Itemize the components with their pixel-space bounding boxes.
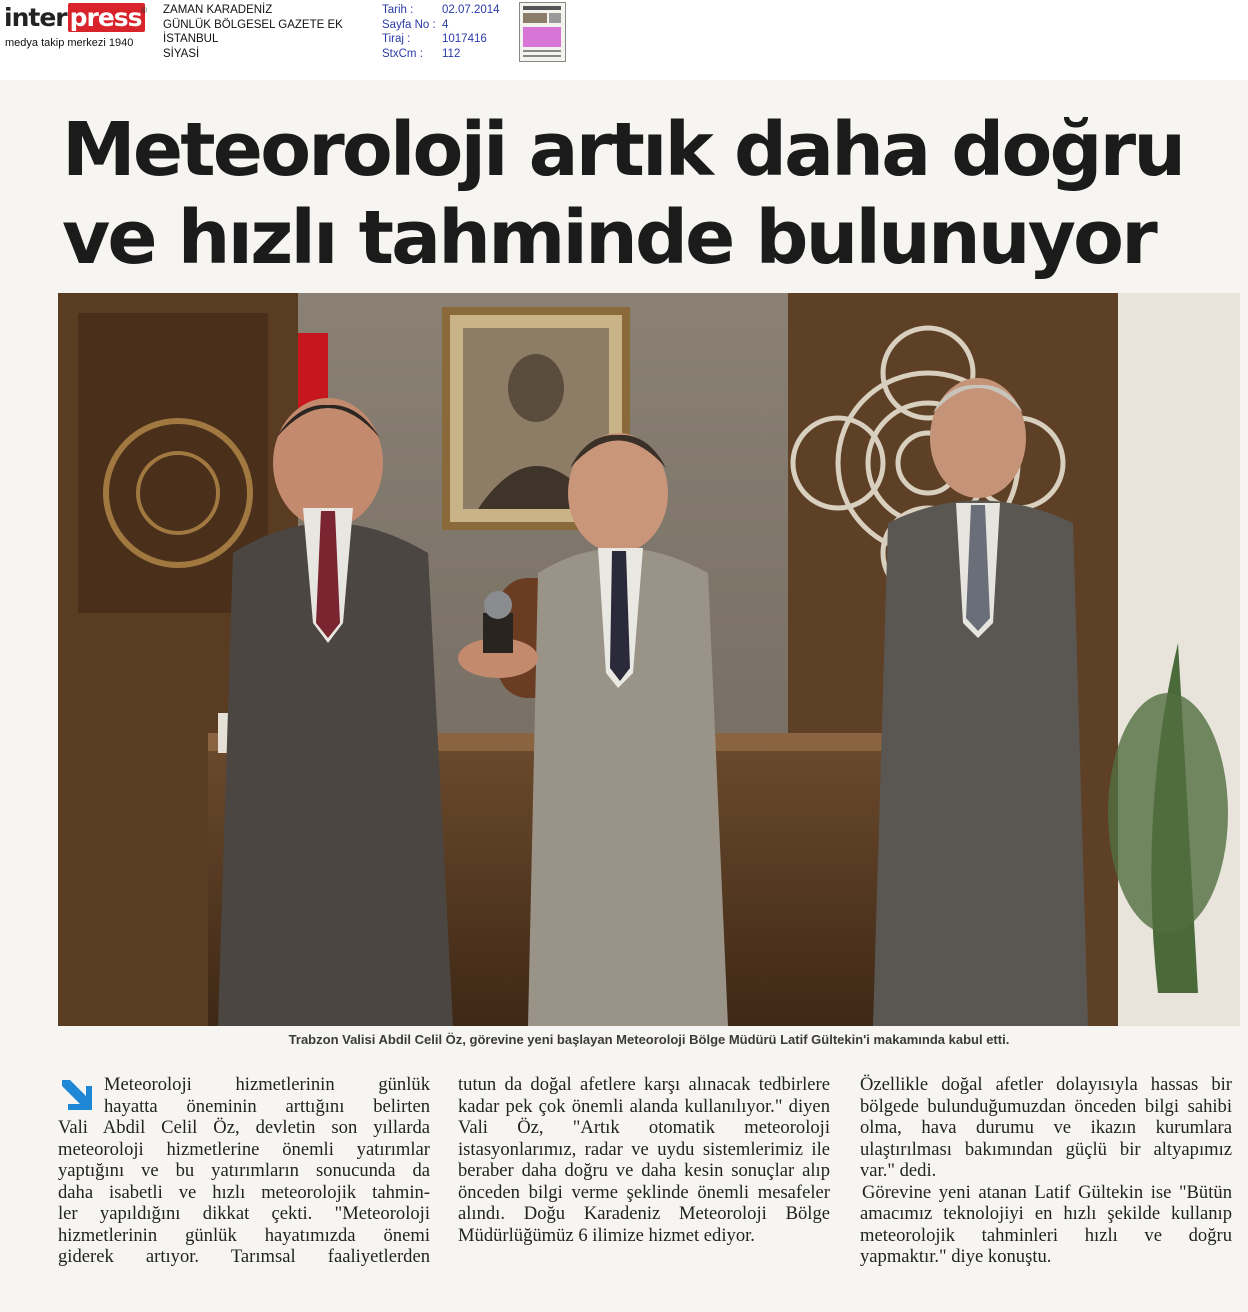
newspaper-clipping bbox=[0, 80, 1248, 1312]
column-3-paragraph-1: Özellikle doğal afetler dolayısıyla hassas bir bölgede bulunduğumuzdan önceden bilgi sahibi olma, hava durumu ve ikazın kurumlara ulaştırılması bakımından güçlü bir altyapımız var." dedi. bbox=[860, 1074, 1232, 1182]
article-column-1 bbox=[58, 1074, 430, 1268]
logo-wordmark: inter press bbox=[4, 4, 145, 32]
column-1-line: meteoroloji hizmetlerine önemli yatırımlar bbox=[58, 1138, 430, 1160]
article-column-3 bbox=[860, 1074, 1232, 1268]
clipping-header: inter press ® medya takip merkezi 1940 ZAMAN KARADENİZ GÜNLÜK BÖLGESEL GAZETE EK İSTANBUL SİYASİ Tarih : 02.07.2014 Sayfa No : 4 Tiraj : 1017416 StxCm : 112 bbox=[0, 0, 1248, 78]
interpress-logo bbox=[4, 4, 152, 52]
newspaper-city: İSTANBUL bbox=[163, 33, 219, 45]
photo-caption: Trabzon Valisi Abdil Celil Öz, görevine yeni başlayan Meteoroloji Bölge Müdürü Latif Gültekin'i makamında kabul etti. bbox=[288, 1032, 1010, 1047]
newspaper-type: GÜNLÜK BÖLGESEL GAZETE EK bbox=[163, 18, 343, 31]
article-headline: Meteoroloji artık daha doğru ve hızlı tahminde bulunuyor bbox=[62, 107, 1184, 281]
page-thumbnail[interactable] bbox=[519, 2, 566, 62]
column-1-line: yaptığını ve bu yatırımların sonucunda da bbox=[58, 1160, 430, 1182]
column-1-line: daha isabetli ve hızlı meteorolojik tahmin- bbox=[58, 1181, 430, 1203]
publication-info bbox=[163, 3, 343, 61]
column-1-line: Vali Abdil Celil Öz, devletin son yıllarda bbox=[58, 1117, 430, 1139]
column-3-paragraph-2: Görevine yeni atanan Latif Gültekin ise "Bütün amacımız teknolojiyi en hızlı şekilde kullanıp meteorolojik tahminleri hızlı ve doğru yapmaktır." diye konuştu. bbox=[860, 1181, 1232, 1268]
column-1-line: hizmetlerinin günlük hayatımızda önemi bbox=[58, 1224, 430, 1246]
column-1-line: ler yapıldığını dikkat çekti. "Meteoroloji bbox=[58, 1203, 430, 1225]
column-1-line: hayatta öneminin arttığını belirten bbox=[104, 1095, 430, 1117]
column-1-line: giderek artıyor. Tarımsal faaliyetlerden bbox=[58, 1246, 430, 1268]
logo-tagline: medya takip merkezi 1940 bbox=[5, 37, 134, 49]
article-column-2 bbox=[458, 1074, 830, 1246]
newspaper-category: SİYASİ bbox=[163, 47, 200, 60]
column-2-text: tutun da doğal afetlere karşı alınacak tedbirlere kadar pek çok önemli alanda kullanılıyor." diyen Vali Öz, "Artık otomatik meteoroloji istasyonlarımız, radar ve uydu sistemlerimiz ile beraber daha doğru ve daha kesin sonuçlar alıp önceden bilgi verme şeklinde önemli mesafeler alındı. Doğu Karadeniz Meteoroloji Bölge Müdürlüğümüz 6 ilimize hizmet ediyor. bbox=[458, 1074, 830, 1246]
column-1-line: Meteoroloji hizmetlerinin günlük bbox=[104, 1074, 430, 1095]
newspaper-name: ZAMAN KARADENİZ bbox=[163, 4, 273, 16]
article-photo bbox=[58, 293, 1240, 1026]
registered-mark: ® bbox=[141, 6, 147, 15]
